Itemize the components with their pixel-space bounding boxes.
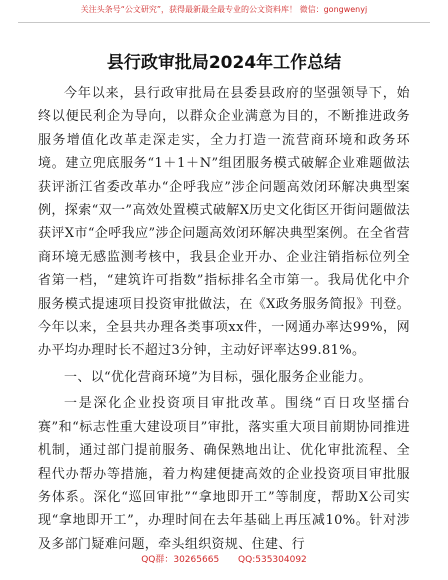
document-title: 县行政审批局2024年工作总结 <box>106 53 342 73</box>
promo-banner: 关注头条号“公文研究”，获得最新最全最专业的公文资料库！ 微信：gongwenyj <box>80 5 368 14</box>
contact-footer <box>0 552 448 565</box>
qq-group-label: QQ群： <box>141 555 174 565</box>
header-divider <box>18 22 430 23</box>
qq-group-number: 30265665 <box>173 555 220 565</box>
intro-paragraph: 今年以来，县行政审批局在县委县政府的坚强领导下，始终以便民利企为导向，以群众企业满意为目的，不断推进政务服务增值化改革走深走实，全力打造一流营商环境和政务环境。建立兜底服务“1＋1＋N”组团服务模式破解企业难题做法获评浙江省委改革办“企呼我应”涉企问题高效闭环解决典型案例，探索“双一”高效处置模式破解X历史文化街区开街问题做法获评X市“企呼我应”涉企问题高效闭环解决典型案例。在全省营商环境无感监测考核中，我县企业开办、企业注销指标位列全省第一档，“建筑许可指数”指标排名全市第一。我局优化中介服务模式提速项目投资审批做法，在《X政务服务简报》刊登。今年以来，全县共办理各类事项xx件，一网通办率达99%，网办平均办理时长不超过3分钟，主动好评率达99.81%。 <box>38 86 410 359</box>
qq-number: 535304092 <box>255 555 307 565</box>
body-paragraph: 一是深化企业投资项目审批改革。围绕“百日攻坚擂台赛”和“标志性重大建设项目”审批，落实重大项目前期协同推进机制，通过部门提前服务、确保熟地出让、优化审批流程、全程代办帮办等措施，着力构建便捷高效的企业投资项目审批服务体系。深化“巡回审批”“拿地即开工”等制度，帮助X公司实现“拿地即开工”，办理时间在去年基础上再压减10%。针对涉及多部门疑难问题，牵头组织资规、住建、行 <box>38 396 410 552</box>
qq-group-info <box>141 555 219 565</box>
qq-label: QQ: <box>238 555 256 565</box>
qq-contact-info <box>238 555 307 565</box>
section-heading: 一、以“优化营商环境”为目标，强化服务企业能力。 <box>64 369 372 385</box>
document-body <box>38 82 410 556</box>
